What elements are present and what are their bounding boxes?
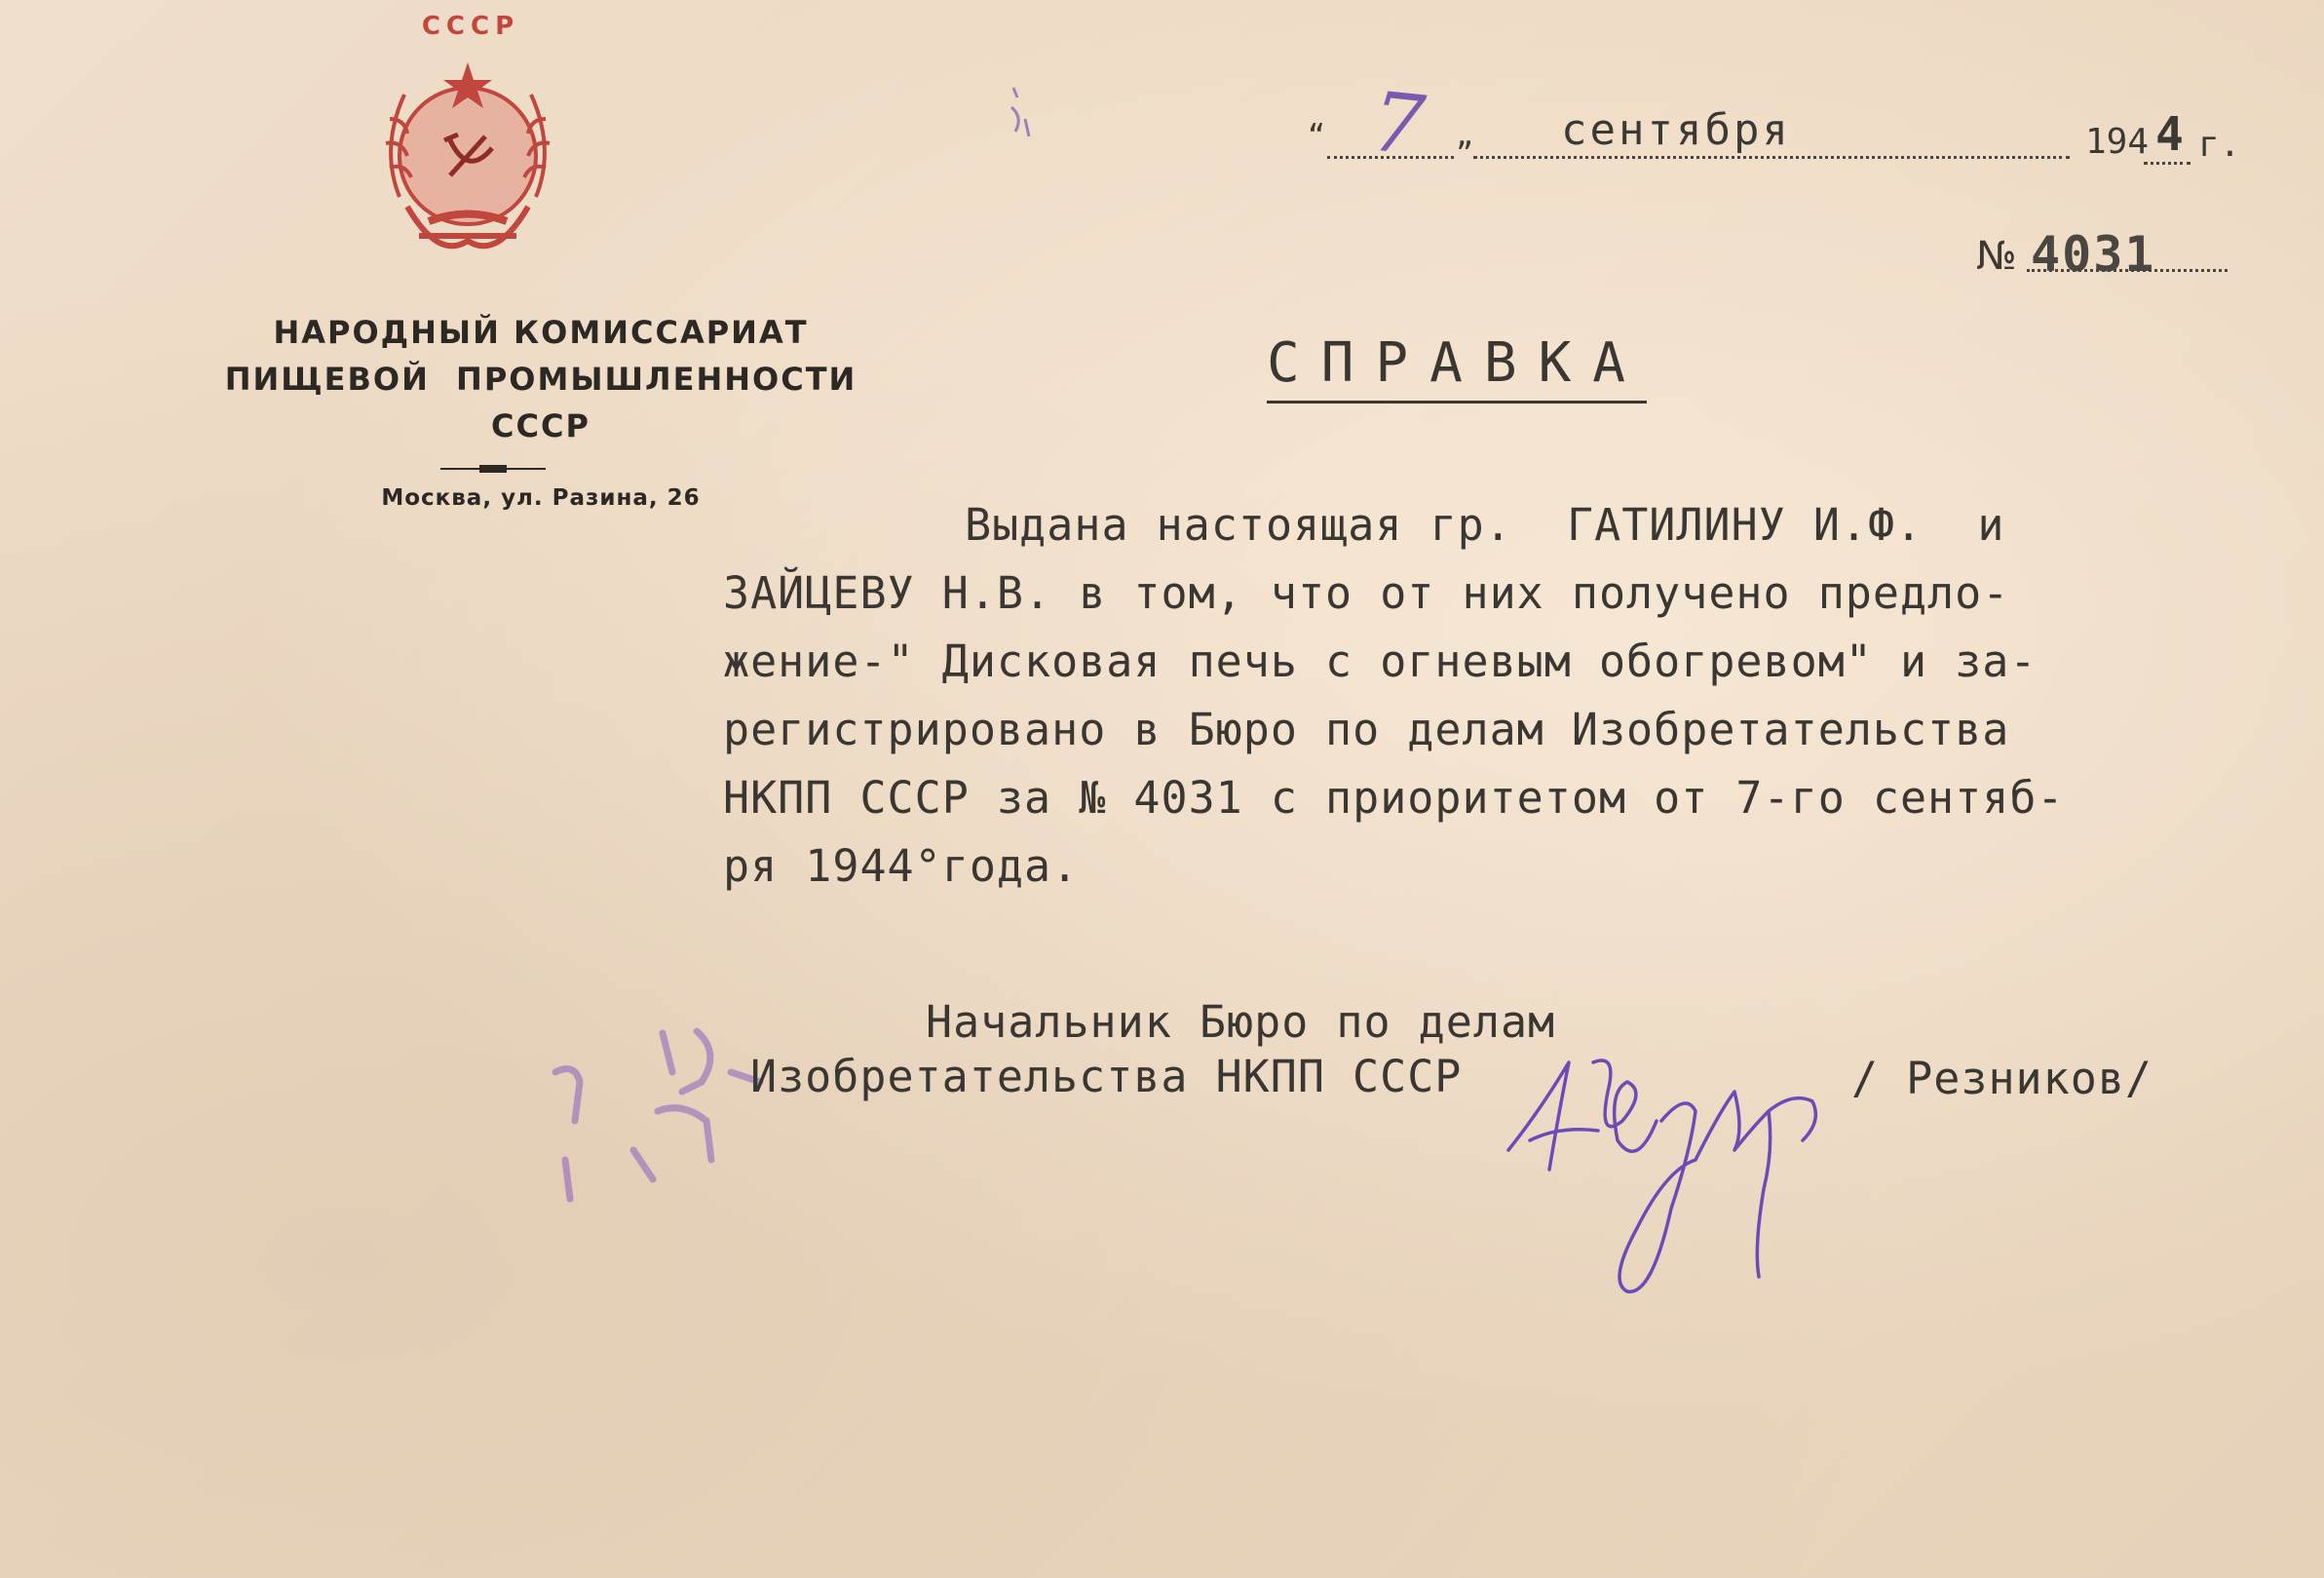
org-name-line3: СССР [491, 407, 591, 444]
signatory-position-line1: Начальник Бюро по делам [926, 996, 1556, 1048]
body-line-5: НКПП СССР за № 4031 с приоритетом от 7-го сентяб- [723, 772, 2065, 824]
document-number-dotted-line [2027, 269, 2228, 272]
document-number-label: № [1976, 234, 2017, 279]
date-year-digit: 4 [2155, 107, 2184, 162]
body-line-2: ЗАЙЦЕВУ Н.В. в том, что от них получено предло- [723, 567, 2010, 619]
date-day-handwritten: 7 [1367, 73, 1429, 174]
ink-mark-icon [1004, 78, 1043, 146]
org-name-line2: ПИЩЕВОЙ ПРОМЫШЛЕННОСТИ [224, 361, 857, 398]
letterhead-divider [440, 464, 546, 474]
body-line-4: регистрировано в Бюро по делам Изобретательства [723, 704, 2010, 755]
signatory-name: / Резников/ [1851, 1053, 2153, 1104]
org-name-line1: НАРОДНЫЙ КОМИССАРИАТ [273, 314, 809, 351]
org-address: Москва, ул. Разина, 26 [381, 485, 701, 511]
handwritten-signature-icon [1501, 1033, 1851, 1345]
date-year-suffix: г. [2198, 125, 2241, 165]
date-month: сентября [1561, 105, 1791, 155]
date-open-quote: “ [1308, 119, 1326, 153]
state-emblem-icon [361, 51, 575, 275]
body-line-1: Выдана настоящая гр. ГАТИЛИНУ И.Ф. и [965, 499, 2005, 551]
date-year-prefix: 194 [2085, 122, 2150, 162]
date-year-dotted-line [2144, 162, 2191, 165]
signatory-position-line2: Изобретательства НКПП СССР [750, 1051, 1463, 1102]
document-title: СПРАВКА [1267, 331, 1647, 404]
faded-stamp-icon [536, 1014, 857, 1238]
body-line-6: ря 1944°года. [723, 840, 1080, 892]
document-number: 4031 [2031, 226, 2156, 283]
emblem-caption: СССР [421, 12, 520, 41]
date-close-quote: „ [1456, 119, 1474, 153]
date-month-dotted-line [1473, 156, 2070, 159]
body-line-3: жение-" Дисковая печь с огневым обогревом" и за- [723, 635, 2038, 687]
